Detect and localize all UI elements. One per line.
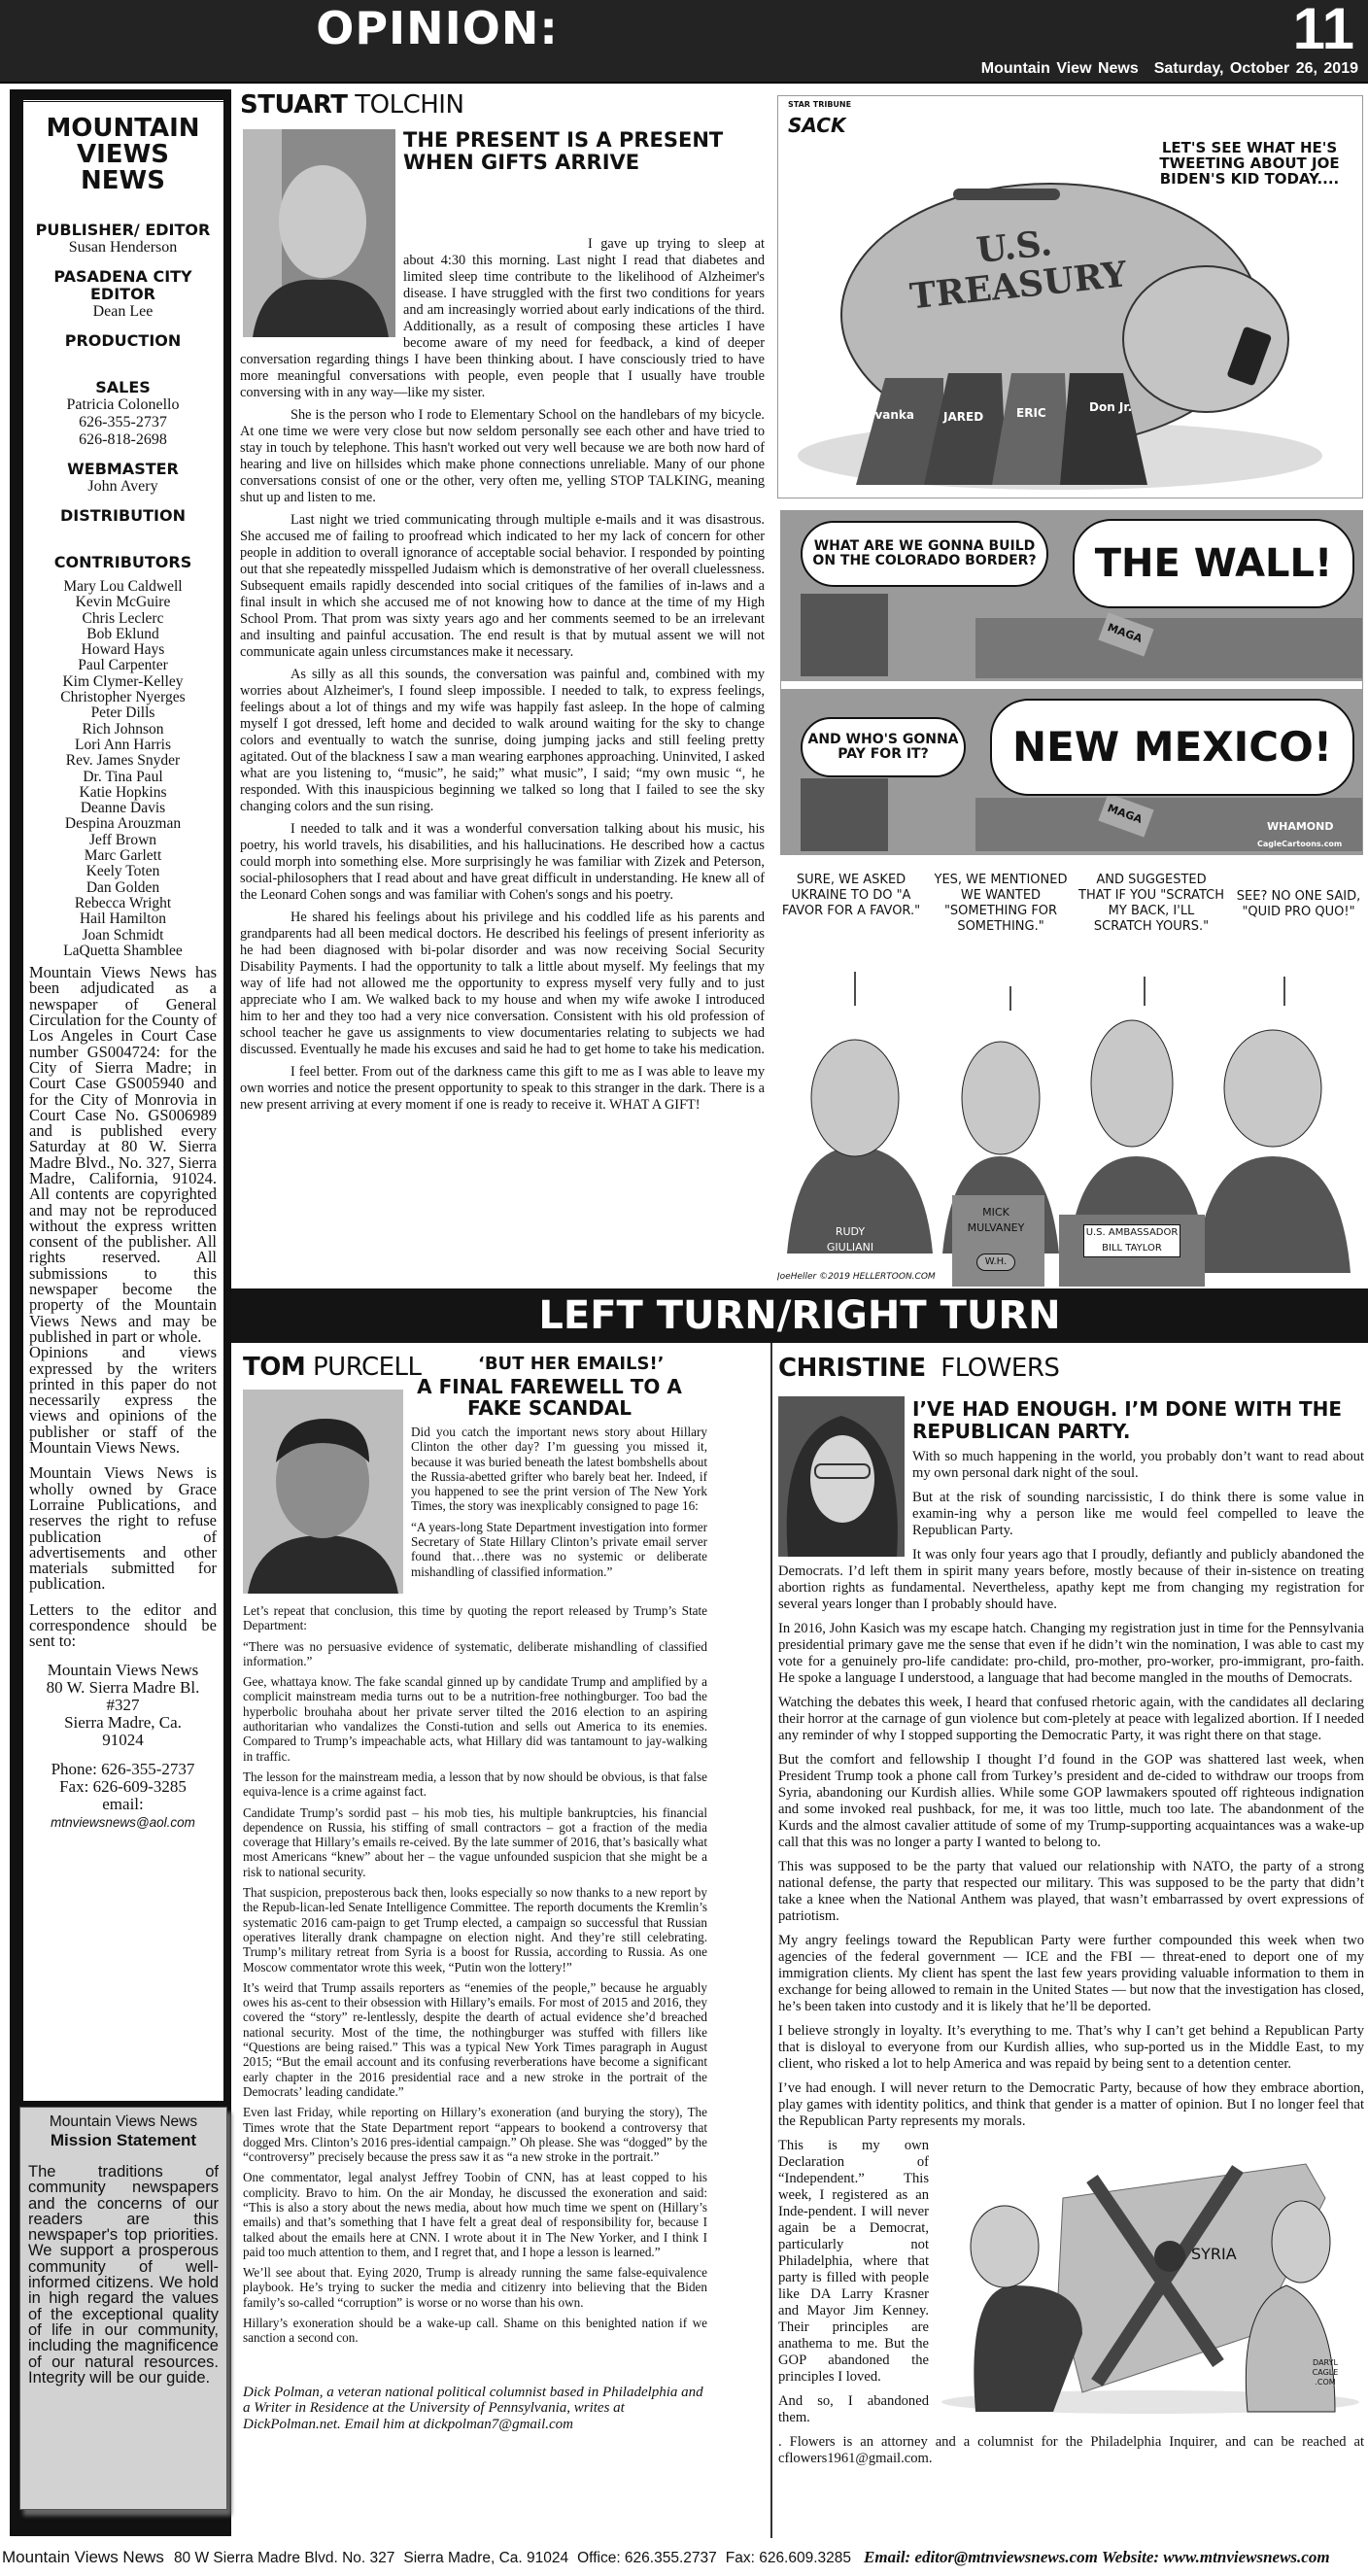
paragraph: In 2016, John Kasich was my escape hatch. Changing my registration just in time for the Pennsylvania presidential primary gave me the sense that even if he didn’t win the nomination, I was able to cast my vote for a genuinely pro-life candidate: pro-child, pro-mother, pro-worker, pro-immigrant, pro-faith. He spoke a language I understood, a language that had become mangled in the mouths of Democrats. <box>778 1621 1364 1686</box>
author-tagline: Dick Polman, a veteran national political columnist based in Philadelphia and a Writer in Residence at the University of Pennsylvania, writes at DickPolman.net. Email him at dickpolman7@gmail.com <box>243 2384 703 2432</box>
syria-gift-illustration <box>937 2140 1364 2417</box>
contributor-name: Rebecca Wright <box>74 894 172 911</box>
contributor-name: Hail Hamilton <box>79 910 167 928</box>
paragraph: Last night we tried communicating through multiple e-mails and it was disastrous. She accused me of failing to proofread which indicated to her my lack of concern for other people in addition to overall ignorance of acceptable social behavior. I responded by pointing out that she repeatedly misspelled Judaism which is demonstrative of her overall cluelessness. Subsequent emails rapidly descended into social critiques of the families of in-laws and a final insult in which she accused me of not knowing how to dance at the time of my High School Prom. That prom was sixty years ago and her comments seemed to be an irrelevant and insulting and painful accusation. The end result is that by mutual assent we will not communicate again unless circumstances make it necessary. <box>240 512 765 660</box>
address-line: #327 <box>106 1695 140 1714</box>
author-last: TOLCHIN <box>355 90 464 120</box>
mission-text: The traditions of community newspapers and the concerns of our readers are this newspaper's top priorities. We support a prosperous community of well-informed citizens. We hold in high regard the values of the exceptional quality of life in our community, including the magnificence of our natural resources. Integrity will be our guide. <box>28 2163 219 2387</box>
speech-bubble: AND WHO'S GONNA PAY FOR IT? <box>801 717 966 777</box>
sign-text: MAGA <box>1106 621 1145 645</box>
paragraph: This was supposed to be the party that valued our relationship with NATO, the party of a strong national defense, the party that respected our military. This was supposed to be the party that didn’t take a knee when the National Anthem was played, that wasn’t embarrassed by overt expressions of patriotism. <box>778 1859 1364 1924</box>
staff-phone: 626-818-2698 <box>79 431 167 448</box>
column-divider <box>770 1343 772 2538</box>
article-body <box>778 1449 1364 2467</box>
portrait-icon <box>243 129 395 337</box>
author-photo <box>243 129 395 337</box>
phone: Phone: 626-355-2737 <box>51 1759 195 1778</box>
author-first: STUART <box>240 90 348 120</box>
staff-title: PUBLISHER/ EDITOR <box>35 221 211 239</box>
politicians-illustration <box>777 865 1365 1287</box>
contributor-name: Marc Garlett <box>84 847 162 865</box>
footer-email[interactable]: Email: editor@mtnviewsnews.com <box>864 2548 1098 2566</box>
portrait-icon <box>778 1396 905 1557</box>
contributor-name: Bob Eklund <box>86 625 159 642</box>
staff-name: Susan Henderson <box>68 239 178 256</box>
author-tagline: . Flowers is an attorney and a columnist for the Philadelphia Inquirer, and can be reached at cflowers1961@gmail.com. <box>778 2434 1364 2466</box>
figure-label: RUDY GIULIANI <box>826 1225 874 1254</box>
paragraph: This is my own Declaration of “Independent.” This week, I registered as an Inde-pendent. I will never again be a Democrat, particularly not Philadelphia, where that party is filled with people like DA Larry Krasner and Mayor Jim Kenney. Their principles are anathema to me. But the GOP abandoned the principles I loved. <box>778 2138 929 2385</box>
paragraph: It was only four years ago that I proudly, defiantly and publicly abandoned the Democrats. I’d left them in spirit many years before, mostly because of their in-sistence on treating abortion rights as fundamental. Nevertheless, apathy kept me from changing my registration for several years longer than I probably should have. <box>778 1547 1364 1612</box>
cartoon-credit: DARYL CAGLE .COM <box>1312 2358 1339 2387</box>
nameplate: U.S. AMBASSADOR BILL TAYLOR <box>1083 1224 1180 1257</box>
contributor-name: Despina Arouzman <box>64 815 182 833</box>
article-kicker: ‘BUT HER EMAILS!’ <box>478 1354 665 1374</box>
staff-title: PRODUCTION <box>64 331 182 350</box>
letters-notice: Letters to the editor and correspondence should be sent to: <box>29 1599 217 1651</box>
contributor-name: Mary Lou Caldwell <box>63 578 183 595</box>
contributor-name: Lori Ann Harris <box>74 736 171 753</box>
staff-phone: 626-355-2737 <box>79 414 167 430</box>
portrait-icon <box>243 1390 403 1594</box>
mission-paper: Mountain Views News <box>49 2113 198 2130</box>
cartoon-credit-site: CagleCartoons.com <box>1257 840 1343 848</box>
footer-city: Sierra Madre, Ca. 91024 <box>403 2550 569 2566</box>
address-line: Mountain Views News <box>47 1660 199 1679</box>
paper-name: Mountain View News <box>980 60 1139 77</box>
author-first: TOM <box>243 1353 306 1382</box>
email-label: email: <box>102 1794 144 1813</box>
contributor-name: Kevin McGuire <box>75 594 171 611</box>
paragraph: That suspicion, preposterous back then, looks especially so now thanks to a new report by the Repub-lican-led Senate Intelligence Committee. The reporth documents the Kremlin’s systematic 2016 cam-paign to get Trump elected, a campaign so successful that Russian operatives literally drank champagne on election night. And they’re still celebrating. Trump’s military retreat from Syria is a boost for Russia, according to Russia. As one Moscow commentator wrote this week, “Putin won the lottery!” <box>243 1885 707 1975</box>
contributor-name: Chris Leclerc <box>82 609 164 627</box>
paragraph: Did you catch the important news story about Hillary Clinton the other day? I’m guessing you missed it, because it was buried beneath the latest bombshells about the Russia-abetted grifter who barely beat her. Indeed, if you happened to see the print version of The New York Times, the story was inexplicably consigned to page 16: <box>411 1425 707 1514</box>
paragraph: I gave up trying to sleep at about 4:30 this morning. Last night I read that diabetes and limited sleep time contribute to the likelihood of Alzheimer's disease. I have struggled with the first two conditions for years and am increasingly worried about early indications of the third. Additionally, as a result of composing these articles I have become aware of my need for feedback, a kind of deeper conversation regarding things I have been thinking about. I have consciously tried to have more meaningful conversations with people, even people that I usually have trouble conversing with in any way—like my sister. <box>240 236 765 400</box>
contributor-name: Keely Toten <box>86 863 160 880</box>
author-byline <box>240 90 765 120</box>
ownership-notice: Mountain Views News is wholly owned by Grace Lorraine Publications, and reserves the right to refuse publication of advertisements and other materials submitted for publication. <box>29 1463 217 1594</box>
contributor-name: Rich Johnson <box>82 720 164 738</box>
article-headline: I’VE HAD ENOUGH. I’M DONE WITH THE REPUBLICAN PARTY. <box>912 1397 1343 1443</box>
speech-text: LET'S SEE WHAT HE'S TWEETING ABOUT JOE BIDEN'S KID TODAY.... <box>1159 139 1340 188</box>
address-line: Sierra Madre, Ca. <box>64 1712 182 1732</box>
author-byline <box>243 1353 422 1382</box>
masthead-line: VIEWS <box>77 140 169 169</box>
masthead-line: NEWS <box>81 166 165 195</box>
contributor-name: Peter Dills <box>90 704 155 722</box>
staff-title: SALES <box>95 378 151 396</box>
section-title: OPINION: <box>316 2 559 54</box>
paragraph: He shared his feelings about his privilege and his coddled life as his parents and grandparents had all been medical doctors. He described his feelings of present inferiority as he had been diagnosed with bi-polar disorder and was now receiving Social Security Disability Payments. I had the opportunity to talk a little about myself. My feelings that my way of life had not allowed me the opportunity to express myself very fully and to just appreciate who I am. We walked back to my house and when my wife awoke I introduced him to her and they too had a very nice conversation. Consistent with his old profession of school teacher he gave us assignments to view documentaries relating to subjects we had discussed. Eventually he made his excuses and said he had to get home to take his medication. <box>240 910 765 1057</box>
author-last: FLOWERS <box>940 1354 1060 1383</box>
contributor-name: Jeff Brown <box>88 831 157 848</box>
staff-name: Dean Lee <box>92 303 154 320</box>
staff-title: DISTRIBUTION <box>60 506 186 525</box>
paragraph: I feel better. From out of the darkness came this gift to me as I was able to leave my own worries and notice the present opportunity to speak to this stranger in the dark. There is a new present arriving at every moment if one is ready to receive it. WHAT A GIFT! <box>240 1064 765 1113</box>
podium-seal: W.H. <box>976 1254 1015 1271</box>
masthead-sidebar <box>10 89 231 2536</box>
footer-fax: Fax: 626.609.3285 <box>725 2550 852 2566</box>
contributor-name: Joan Schmidt <box>82 926 164 944</box>
figure-label: ERIC <box>1016 406 1046 420</box>
staff-title: PASADENA CITY EDITOR <box>53 267 192 303</box>
speech-bubble: WHAT ARE WE GONNA BUILD ON THE COLORADO BORDER? <box>801 521 1048 587</box>
contributor-name: Dr. Tina Paul <box>83 768 163 785</box>
cartoon-syria <box>937 2140 1364 2417</box>
contact-email[interactable]: mtnviewsnews@aol.com <box>51 1814 195 1830</box>
podium-label: MICK MULVANEY <box>967 1206 1025 1234</box>
cartoon-credit: JoeHeller ©2019 HELLERTOON.COM <box>777 1272 936 1282</box>
footer-address: 80 W Sierra Madre Blvd. No. 327 <box>173 2550 395 2566</box>
page-footer <box>0 2543 1368 2576</box>
staff-title: WEBMASTER <box>67 460 179 478</box>
paragraph: One commentator, legal analyst Jeffrey Toobin of CNN, has at least copped to his complicity. Bravo to him. On the air Monday, he discussed the exoneration and said: “This is also a story about the news media, about how much time we spent on (Hillary’s emails) and that’s something that I have felt a great deal of responsibility for, because I talked about the emails here at CNN. I wrote about it in The New Yorker, and I think I paid too much attention to them, and I regret that, and I hope a lesson is learned.” <box>243 2170 707 2259</box>
paragraph: Let’s repeat that conclusion, this time by quoting the report released by Trump’s State Department: <box>243 1603 707 1633</box>
footer-paper: Mountain Views News <box>2 2548 164 2566</box>
paragraph: It’s weird that Trump assails reporters as “enemies of the people,” because he arguably owes his as-cent to their obsession with Hillary’s emails. For most of 2015 and 2016, they covered the “story” re-lentlessly, despite the dearth of actual evidence she’d breached national security. Most of the time, the nothingburger was stuffed with fillers like “Questions are being raised.” This was a typical New York Times paragraph in August 2015; “But the email account and its confusing reverberations have become a significant early chapter in the 2016 presidential race and a new stroke in the portrait of the Democrats’ leading candidate.” <box>243 1979 707 2099</box>
paragraph: As silly as all this sounds, the conversation was painful and, combined with my worries about Alzheimer's, I found sleep impossible. I needed to talk, to express feelings, feelings about a lot of things and my wife was happily fast asleep. In the hope of calming myself I got dressed, left home and decided to walk around waiting for the sky to change colors and eventually to watch the sunrise, doing jumping jacks and still feeling pretty agitated. Out of the blackness I saw a man wearing earphones approaching. Uninvited, I asked what are you listening to, “music”, he said;” what music”, I said; “my own music “, he responded. With this inauspicious beginning we talked so long that I failed to see the sky changing colors and the sun rising. <box>240 667 765 814</box>
contributor-name: Christopher Nyerges <box>60 689 186 706</box>
paragraph: Watching the debates this week, I heard that confused rhetoric again, with the candidates all declaring their horror at the carnage of gun violence but com-pletely at peace with legalized abortion. If I needed any reminder of why I stopped supporting the Democratic Party, it was right there on that stage. <box>778 1695 1364 1743</box>
contributor-name: LaQuetta Shamblee <box>63 942 183 959</box>
author-last: PURCELL <box>312 1353 422 1382</box>
author-byline <box>778 1354 1364 1383</box>
article-stolchin <box>240 90 765 1281</box>
staff-title: CONTRIBUTORS <box>53 553 192 571</box>
author-first: CHRISTINE <box>778 1354 926 1383</box>
sign-text: MAGA <box>1106 802 1145 826</box>
address-line: 80 W. Sierra Madre Bl. <box>46 1677 200 1697</box>
contributor-name: Rev. James Snyder <box>65 752 181 770</box>
map-label: SYRIA <box>1191 2245 1237 2263</box>
section-banner: LEFT TURN/RIGHT TURN <box>231 1288 1368 1343</box>
address-line: 91024 <box>102 1730 144 1749</box>
article-purcell <box>243 1353 707 2438</box>
cartoon-wall <box>780 510 1363 855</box>
paragraph: She is the person who I rode to Elementary School on the handlebars of my bicycle. At one time we were very close but now seldom personally see each other and have tried to stay in touch by telephone. This hasn't worked out very well because we are both now hard of hearing and live on hillsides which make phone connections unreliable. Many of our phone conversations consist of one or the other, very often me, yelling STOP TALKING, meaning shut up and listen to me. <box>240 407 765 505</box>
paragraph: “There was no persuasive evidence of systematic, deliberate mishandling of classified information.” <box>243 1638 707 1668</box>
paragraph: With so much happening in the world, you probably don’t want to read about my own personal dark night of the soul. <box>912 1449 1364 1481</box>
opinions-disclaimer: Opinions and views expressed by the writers printed in this paper do not necessarily express the views and opinions of the publisher or staff of the Mountain Views News. <box>29 1343 217 1458</box>
figure-label: JARED <box>943 410 984 424</box>
article-headline: A FINAL FAREWELL TO A FAKE SCANDAL <box>417 1375 682 1420</box>
speech-text: SURE, WE ASKED UKRAINE TO DO "A FAVOR FOR A FAVOR." <box>781 873 921 918</box>
contributor-name: Dan Golden <box>86 878 160 896</box>
speech-text: AND SUGGESTED THAT IF YOU "SCRATCH MY BACK, I'LL SCRATCH YOURS." <box>1078 873 1224 934</box>
paragraph: “A years-long State Department investigation into former Secretary of State Hillary Clinton’s private email server found that…there was no systemic or deliberate mishandling of classified information.” <box>411 1519 707 1579</box>
fax: Fax: 626-609-3285 <box>59 1776 187 1796</box>
article-flowers <box>778 1354 1364 2475</box>
paragraph: The lesson for the mainstream media, a lesson that by now should be obvious, is that false equiva-lence is a crime against fact. <box>243 1769 707 1800</box>
speech-text: YES, WE MENTIONED WE WANTED "SOMETHING FOR SOMETHING." <box>934 873 1068 934</box>
paragraph: My angry feelings toward the Republican Party were further compounded this week when two agencies of the federal government — ICE and the FBI — threat-ened to deport one of my immigration clients. My client has spent the last few years providing valuable information to them in exchange for being allowed to remain in the United States — but now that the investigation has closed, he’s been taken into custody and it is likely that he’ll be deported. <box>778 1933 1364 2014</box>
cartoon-credit: SACK <box>788 114 846 137</box>
page-header <box>0 0 1368 84</box>
cartoon-credit: WHAMOND <box>1267 820 1334 833</box>
cartoon-credit-top: STAR TRIBUNE <box>788 100 852 109</box>
speech-text: SEE? NO ONE SAID, "QUID PRO QUO!" <box>1236 889 1361 919</box>
paragraph: Gee, whattaya know. The fake scandal ginned up by candidate Trump and amplified by a complicit mainstream media turns out to be a nutrition-free nothingburger. Too bad the hyperbolic brouhaha about her private server tilted the 2016 election to an aspiring authoritarian who vandalizes the Consti-tution and sells out America to its enemies. Compared to Trump’s impeachable acts, what Hillary did was tantamount to jay-walking in traffic. <box>243 1674 707 1764</box>
paragraph: And so, I abandoned them. <box>778 2393 929 2425</box>
contributor-name: Howard Hays <box>81 641 165 659</box>
speech-bubble: THE WALL! <box>1073 519 1354 608</box>
paragraph: Candidate Trump’s sordid past – his mob ties, his multiple bankruptcies, his financial dependence on Russia, his stiffing of small contractors – got a fraction of the media coverage that Hillary’s emails re-ceived. By the late summer of 2016, that’s basically what most Americans “knew” about her – the vague unfounded suspicion that she might be a risk to national security. <box>243 1804 707 1879</box>
paragraph: But at the risk of sounding narcissistic, I do think there is some value in examin-ing why a person like me would feel compelled to leave the Republican Party. <box>912 1490 1364 1538</box>
header-dateline <box>966 60 1358 78</box>
mailing-address <box>29 1662 217 1749</box>
legal-notice: Mountain Views News has been adjudicated as a newspaper of General Circulation for the County of Los Angeles in Court Case number GS004724: for the City of Sierra Madre; in Court Case GS005940 and for the City of Monrovia in Court Case No. GS006989 and is published every Saturday at 80 W. Sierra Madre Blvd., No. 327, Sierra Madre, California, 91024. All contents are copyrighted and may not be reproduced without the express written consent of the publisher. All rights reserved. All submissions to this newspaper become the property of the Mountain Views News and may be published in part or whole. <box>29 963 217 1346</box>
contributor-name: Kim Clymer-Kelley <box>62 672 184 690</box>
contributor-name: Deanne Davis <box>80 800 166 817</box>
cartoon-quid-pro-quo <box>777 865 1365 1287</box>
contributors-list <box>29 579 217 959</box>
masthead-title <box>29 116 217 194</box>
footer-website[interactable]: Website: www.mtnviewsnews.com <box>1101 2548 1330 2566</box>
paragraph: We’ll see about that. Eying 2020, Trump is already running the same false-equivalence playbook. He’s trying to sucker the media and citizenry into believing that the Biden family’s so-called “corruption” is worse or no worse than his own. <box>243 2265 707 2310</box>
contact-info <box>29 1761 217 1813</box>
staff-name: Patricia Colonello <box>66 396 180 413</box>
article-body <box>240 236 765 1114</box>
footer-office-phone: Office: 626.355.2737 <box>577 2550 717 2566</box>
masthead-line: MOUNTAIN <box>46 114 200 143</box>
issue-date: Saturday, October 26, 2019 <box>1153 60 1358 77</box>
figure-label: Don Jr. <box>1089 400 1133 414</box>
paragraph: I’ve had enough. I will never return to the Democratic Party, because of how they embrace abortion, play games with identity politics, and think that gender is a matter of opinion. But I no longer feel that the Republican Party represents my morals. <box>778 2080 1364 2129</box>
author-photo <box>778 1396 905 1557</box>
author-photo <box>243 1390 403 1594</box>
article-headline: THE PRESENT IS A PRESENT WHEN GIFTS ARRIVE <box>403 128 724 174</box>
contributor-name: Katie Hopkins <box>79 783 167 801</box>
paragraph: Hillary’s exoneration should be a wake-up call. Shame on this benighted nation if we sanction a second con. <box>243 2316 707 2346</box>
cartoon-treasury <box>777 95 1363 498</box>
page-number: 11 <box>1292 0 1354 61</box>
paragraph: I believe strongly in loyalty. It’s everything to me. That’s why I can’t get behind a Republican Party that is disloyal to everyone from our Kurdish allies, who sup-ported us in the Middle East, to my client, who risked a lot to help America and was repaid by being sent to a detention center. <box>778 2023 1364 2072</box>
paragraph: But the comfort and fellowship I thought I’d found in the GOP was shattered last week, when President Trump took a phone call from Turkey’s president and de-cided to withdraw our troops from Syria, abandoning our Kurdish allies. While some GOP lawmakers spouted off righteous indignation and some invoked real pushback, for me, it was too little, much too late. The abandonment of the Kurds and the almost cavalier attitude of some of my Trump-supporting acquaintances was a wake-up call that this was no longer a party I wanted to belong to. <box>778 1752 1364 1850</box>
mission-statement <box>19 2107 227 2510</box>
paragraph: I needed to talk and it was a wonderful conversation talking about his music, his poetry, his world travels, his disabilities, and his hallucinations. He described how a cactus could morph into something else. More surprisingly he was familiar with Zizek and Peterson, social-philosophers that I read about and have great difficult in understanding. He knew all of the Leonard Cohen songs and was familiar with Cohen's songs and his poetry. <box>240 821 765 903</box>
paragraph: Even last Friday, while reporting on Hillary’s exoneration (and burying the story), The Times wrote that the State Department report “appears to bookend a controversy that dogged Mrs. Clinton’s 2016 pres-idential campaign.” Oh please. She was “dogged” by the “controversy” precisely because the press saw it as “a new stroke in the portrait.” <box>243 2105 707 2165</box>
staff-name: John Avery <box>87 478 158 495</box>
contributor-name: Paul Carpenter <box>78 657 168 674</box>
treasury-label: U.S. TREASURY <box>907 223 1129 318</box>
speech-bubble: NEW MEXICO! <box>990 699 1354 796</box>
figure-label: Ivanka <box>871 408 915 422</box>
mission-title: Mission Statement <box>50 2131 197 2149</box>
